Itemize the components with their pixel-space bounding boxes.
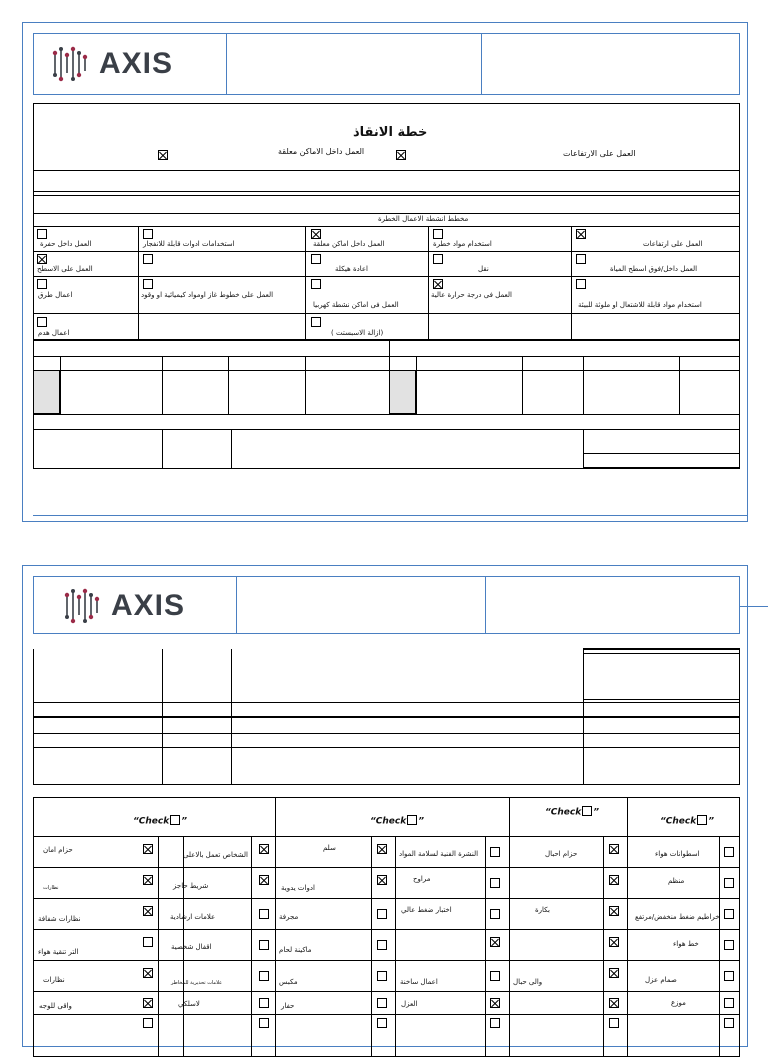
check-header-checkbox[interactable] <box>170 815 180 825</box>
option-other-checkbox[interactable] <box>158 150 168 160</box>
item-label: اقفال شخصية <box>171 943 212 951</box>
item-label: حزام احبال <box>545 850 578 858</box>
item-checkbox[interactable] <box>609 906 619 916</box>
item-checkbox[interactable] <box>143 844 153 854</box>
activity-checkbox-roofs[interactable] <box>37 254 47 264</box>
activity-checkbox-flammable[interactable] <box>576 279 586 289</box>
activity-checkbox-hazmat[interactable] <box>433 229 443 239</box>
item-label: علامات ارشادية <box>170 913 216 921</box>
item-label: حفار <box>281 1002 295 1010</box>
activity-label: العمل على ارتفاعات <box>643 240 703 248</box>
item-label: الشخاص تعمل بالاعلى <box>183 851 248 859</box>
item-checkbox[interactable] <box>724 1018 734 1028</box>
item-checkbox[interactable] <box>490 847 500 857</box>
activity-checkbox-transport[interactable] <box>433 254 443 264</box>
activity-checkbox-heights[interactable] <box>576 229 586 239</box>
item-label: خط هواء <box>673 940 699 948</box>
item-label: مكبس <box>279 978 298 986</box>
check-header-checkbox[interactable] <box>582 806 592 816</box>
item-checkbox[interactable] <box>377 1018 387 1028</box>
item-label: خراطيم ضغط منخفض/مرتفع <box>635 913 720 921</box>
item-checkbox[interactable] <box>609 968 619 978</box>
activity-checkbox-water[interactable] <box>576 254 586 264</box>
item-checkbox[interactable] <box>490 998 500 1008</box>
item-checkbox[interactable] <box>490 878 500 888</box>
item-checkbox[interactable] <box>609 998 619 1008</box>
item-checkbox[interactable] <box>259 971 269 981</box>
activity-checkbox-explosives[interactable] <box>143 229 153 239</box>
item-label: علامات تحذيرية للمخاطر <box>171 980 223 986</box>
check-header: “Check ” <box>545 807 600 818</box>
logo-text: AXIS <box>111 589 186 622</box>
item-label: نظارات شفافة <box>38 915 81 923</box>
form-page-1 <box>22 22 748 522</box>
item-checkbox[interactable] <box>259 844 269 854</box>
activity-label: العمل داخل حفرة <box>40 240 92 248</box>
activity-checkbox-restructure[interactable] <box>311 254 321 264</box>
item-checkbox[interactable] <box>377 971 387 981</box>
item-label: مجرفة <box>279 913 299 921</box>
activity-checkbox-hot[interactable] <box>433 279 443 289</box>
item-label: صمام عزل <box>645 976 677 984</box>
item-label: سلم <box>323 844 336 852</box>
item-label: بكارة <box>535 906 550 914</box>
item-label: العزل <box>401 1000 418 1008</box>
item-checkbox[interactable] <box>724 940 734 950</box>
item-label: نظارات <box>43 976 65 984</box>
item-label: لاسلكي <box>178 1000 200 1008</box>
item-label: حزام امان <box>43 846 73 854</box>
item-label: موزع <box>671 999 686 1007</box>
item-label: ماكينة لحام <box>279 946 312 954</box>
activity-checkbox-asbestos[interactable] <box>311 317 321 327</box>
activity-checkbox-roads[interactable] <box>37 279 47 289</box>
activity-label: العمل فى درجة حرارة عالية <box>431 291 512 299</box>
item-checkbox[interactable] <box>259 998 269 1008</box>
item-checkbox[interactable] <box>377 998 387 1008</box>
activity-label: العمل على خطوط غاز اومواد كيميائية او وقود <box>141 291 274 299</box>
grey-cell <box>389 370 416 414</box>
item-checkbox[interactable] <box>377 844 387 854</box>
grey-cell <box>33 370 60 414</box>
option-confined-checkbox[interactable] <box>396 150 406 160</box>
activity-label: العمل داخل/فوق اسطح المياة <box>610 265 698 273</box>
activity-label: (ازالة الاسبستت ) <box>331 329 384 337</box>
item-checkbox[interactable] <box>490 909 500 919</box>
item-checkbox[interactable] <box>724 909 734 919</box>
item-checkbox[interactable] <box>724 878 734 888</box>
page-title: خطة الانقاذ <box>353 125 428 140</box>
logo-text: AXIS <box>99 47 174 80</box>
activity-label: اعمال هدم <box>38 329 70 337</box>
activity-checkbox-blank[interactable] <box>143 254 153 264</box>
item-checkbox[interactable] <box>490 971 500 981</box>
item-checkbox[interactable] <box>609 937 619 947</box>
activity-label: العمل فى اماكن نشطة كهربيا <box>313 301 399 309</box>
item-checkbox[interactable] <box>259 875 269 885</box>
company-logo <box>49 39 179 89</box>
item-checkbox[interactable] <box>724 998 734 1008</box>
activity-checkbox-demolition[interactable] <box>37 317 47 327</box>
item-checkbox[interactable] <box>143 998 153 1008</box>
item-checkbox[interactable] <box>143 937 153 947</box>
check-header-checkbox[interactable] <box>407 815 417 825</box>
item-checkbox[interactable] <box>259 940 269 950</box>
activity-label: نقل <box>478 265 489 273</box>
item-checkbox[interactable] <box>143 875 153 885</box>
item-checkbox[interactable] <box>490 937 500 947</box>
item-checkbox[interactable] <box>143 968 153 978</box>
item-label: نظارات <box>43 885 59 891</box>
item-checkbox[interactable] <box>143 906 153 916</box>
activity-label: استخدام مواد قابلة للاشتعال او ملوثة للبيئة <box>578 301 702 309</box>
activity-checkbox-electrical[interactable] <box>311 279 321 289</box>
item-label: التر تنقية هواء <box>38 948 79 956</box>
item-label: واقى للوجه <box>39 1002 72 1010</box>
activity-label: استخدام مواد خطرة <box>433 240 492 248</box>
item-checkbox[interactable] <box>609 844 619 854</box>
item-checkbox[interactable] <box>724 847 734 857</box>
activity-label: العمل داخل اماكن معلقة <box>313 240 385 248</box>
company-logo <box>61 581 191 631</box>
check-header: “Check ” <box>370 816 425 827</box>
section-header: مخطط انشطة الاعمال الخطرة <box>378 215 469 223</box>
item-checkbox[interactable] <box>143 1018 153 1028</box>
item-checkbox[interactable] <box>490 1018 500 1028</box>
item-label: اختبار ضغط عالي <box>401 906 452 914</box>
item-label: اسطوانات هواء <box>655 850 700 858</box>
check-header: “Check ” <box>133 816 188 827</box>
item-checkbox[interactable] <box>377 875 387 885</box>
item-label: اعمال ساخنة <box>400 978 438 986</box>
option-label-confined: العمل داخل الاماكن معلقة <box>278 147 365 156</box>
check-header-checkbox[interactable] <box>697 815 707 825</box>
option-label-heights: العمل على الارتفاعات <box>563 149 636 158</box>
activity-checkbox-gas-lines[interactable] <box>143 279 153 289</box>
item-checkbox[interactable] <box>609 1018 619 1028</box>
form-page-2 <box>22 565 748 1047</box>
activity-label: اعمال طرق <box>38 291 73 299</box>
item-checkbox[interactable] <box>724 971 734 981</box>
activity-label: استخدامات ادوات قابلة للانفجار <box>143 240 235 248</box>
check-header: “Check ” <box>660 816 715 827</box>
item-label: والى حبال <box>513 978 543 986</box>
item-label: منظم <box>668 877 685 885</box>
item-checkbox[interactable] <box>609 875 619 885</box>
item-checkbox[interactable] <box>377 909 387 919</box>
item-label: ادوات يدوية <box>281 884 315 892</box>
item-label: شريط حاجز <box>173 882 209 890</box>
item-checkbox[interactable] <box>259 909 269 919</box>
activity-label: اعادة هيكلة <box>335 265 369 273</box>
item-label: مراوح <box>413 875 431 883</box>
activity-checkbox-pit[interactable] <box>37 229 47 239</box>
item-checkbox[interactable] <box>259 1018 269 1028</box>
item-checkbox[interactable] <box>377 940 387 950</box>
item-label: النشرة الفنية لسلامة المواد <box>399 850 479 858</box>
activity-label: العمل على الاسطح <box>37 265 93 273</box>
activity-checkbox-confined[interactable] <box>311 229 321 239</box>
